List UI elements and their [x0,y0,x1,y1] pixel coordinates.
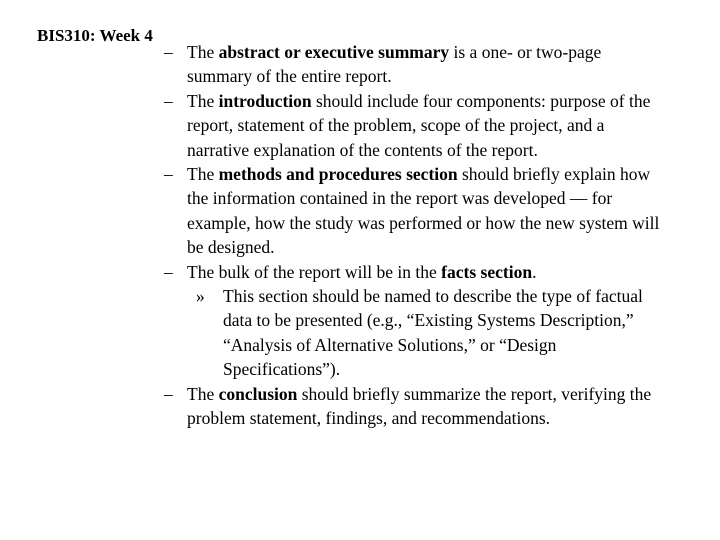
bullet-item-abstract [164,40,664,89]
bullet-text-pre: The [187,383,219,404]
bullet-text-bold: introduction [218,90,312,111]
sub-bullet-item-facts [164,284,664,382]
dash-bullet-icon: – [164,42,173,62]
bullet-item-conclusion [164,382,664,431]
bullet-text-post: . [532,261,537,282]
bullet-text-post: should include four components: purpose of the report, statement of the problem, scope of the project, and a narrative explanation of the contents of the report. [187,90,651,160]
bullet-text-bold: facts section [441,261,533,282]
bullet-item-introduction [164,89,664,162]
chevron-bullet-icon: » [196,286,205,307]
bullet-text-bold: methods and procedures section [218,164,458,185]
bullet-text-bold: conclusion [218,383,298,404]
bullet-text-post: should briefly explain how the information contained in the report was developed — for example, how the study was performed or how the new system will be designed. [187,164,660,258]
bullet-list [164,40,664,431]
dash-bullet-icon: – [164,164,173,185]
bullet-item-methods [164,162,664,260]
dash-bullet-icon: – [164,90,173,111]
slide-title: BIS310: Week 4 [37,26,153,45]
bullet-text-pre: The [187,164,219,185]
bullet-text-pre: The [187,90,219,111]
bullet-item-facts [164,260,664,284]
bullet-text-bold: abstract or executive summary [218,42,450,62]
bullet-text-pre: The bulk of the report will be in the [187,261,442,282]
bullet-text-post: should briefly summarize the report, verifying the problem statement, findings, and recommendations. [187,383,652,429]
dash-bullet-icon: – [164,383,173,404]
bullet-text-post: is a one- or two-page summary of the entire report. [187,42,602,87]
dash-bullet-icon: – [164,261,173,282]
bullet-text-pre: The [187,42,219,62]
sub-bullet-text: This section should be named to describe the type of factual data to be presented (e.g., “Existing Systems Description,” “Analysis of Alternative Solutions,” or “Design Specifications”). [223,286,643,380]
